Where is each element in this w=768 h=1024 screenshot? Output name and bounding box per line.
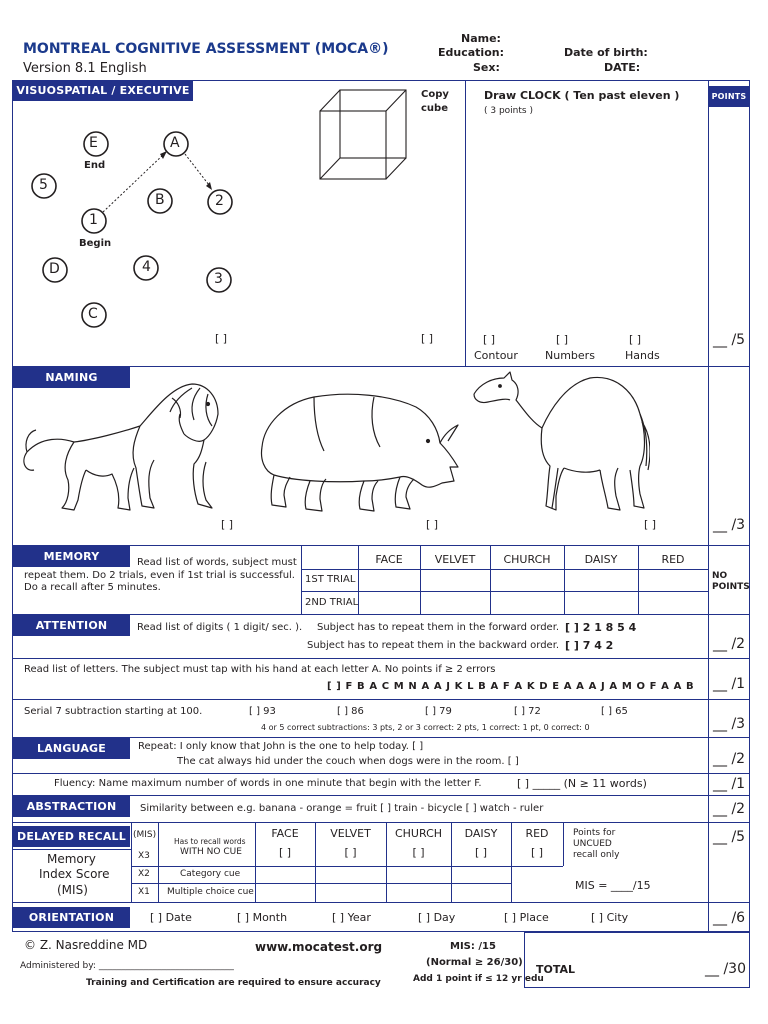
multiplier-x3: X3 bbox=[138, 851, 150, 861]
name-label: Name: bbox=[461, 32, 501, 45]
copy-cube-label: Copy bbox=[421, 89, 449, 100]
rhino-score-box[interactable]: [ ] bbox=[426, 518, 439, 531]
serial-86[interactable]: [ ] 86 bbox=[337, 706, 364, 717]
trail-node-d: D bbox=[49, 261, 60, 277]
serial-79[interactable]: [ ] 79 bbox=[425, 706, 452, 717]
lion-drawing bbox=[22, 380, 222, 516]
letters-score[interactable]: __ /1 bbox=[713, 676, 746, 692]
memory-instruction-2: repeat them. Do 2 trials, even if 1st trial is successful. bbox=[24, 570, 295, 581]
trail-node-3: 3 bbox=[214, 271, 223, 287]
orientation-score[interactable]: __ /6 bbox=[713, 910, 746, 926]
multiple-choice-cue-label: Multiple choice cue bbox=[167, 887, 254, 897]
mis-summary: MIS: /15 bbox=[450, 941, 496, 952]
trail-node-5: 5 bbox=[39, 177, 48, 193]
contour-score-box[interactable]: [ ] bbox=[483, 333, 496, 346]
backward-digits[interactable]: [ ] 7 4 2 bbox=[565, 639, 614, 652]
category-cue-label: Category cue bbox=[180, 869, 241, 879]
clock-instruction: Draw CLOCK ( Ten past eleven ) bbox=[484, 89, 680, 102]
memory-grid bbox=[301, 546, 302, 614]
dob-label: Date of birth: bbox=[564, 46, 648, 59]
education-adjustment: Add 1 point if ≤ 12 yr edu bbox=[413, 974, 544, 984]
recall-box-face[interactable]: [ ] bbox=[278, 846, 292, 859]
rhino-drawing bbox=[254, 385, 464, 517]
numbers-score-box[interactable]: [ ] bbox=[556, 333, 569, 346]
date-label: DATE: bbox=[604, 61, 641, 74]
recall-word-face: FACE bbox=[271, 827, 299, 840]
orientation-day[interactable]: [ ] Day bbox=[418, 911, 456, 924]
forward-instruction: Subject has to repeat them in the forward order. bbox=[317, 622, 560, 633]
digits-score[interactable]: __ /2 bbox=[713, 636, 746, 652]
divider-serial bbox=[12, 699, 750, 700]
fluency-score[interactable]: __ /1 bbox=[713, 776, 746, 792]
trail-making-test bbox=[20, 110, 270, 340]
sex-label: Sex: bbox=[473, 61, 500, 74]
memory-instruction-3: Do a recall after 5 minutes. bbox=[24, 582, 161, 593]
training-notice: Training and Certification are required to ensure accuracy bbox=[86, 978, 381, 988]
points-for-label: Points for bbox=[573, 828, 616, 838]
memory-grid-row bbox=[301, 591, 708, 592]
no-points-label-2: POINTS bbox=[712, 582, 750, 592]
backward-instruction: Subject has to repeat them in the backward order. bbox=[307, 640, 560, 651]
divider-fluency bbox=[12, 773, 750, 774]
serial-score[interactable]: __ /3 bbox=[713, 716, 746, 732]
orientation-tag: ORIENTATION bbox=[13, 907, 130, 928]
recall-grid-row bbox=[131, 866, 563, 867]
divider-recall bbox=[12, 822, 750, 823]
forward-digits[interactable]: [ ] 2 1 8 5 4 bbox=[565, 621, 637, 634]
abstraction-tag: ABSTRACTION bbox=[13, 796, 130, 817]
serial-72[interactable]: [ ] 72 bbox=[514, 706, 541, 717]
cube-drawing bbox=[316, 86, 412, 184]
trial-1-label: 1ST TRIAL bbox=[305, 574, 356, 585]
orientation-year[interactable]: [ ] Year bbox=[332, 911, 371, 924]
trail-node-2: 2 bbox=[215, 193, 224, 209]
trail-score-box[interactable]: [ ] bbox=[215, 332, 228, 345]
clock-divider bbox=[465, 80, 466, 366]
trail-node-4: 4 bbox=[142, 259, 151, 275]
naming-tag: NAMING bbox=[13, 367, 130, 388]
recall-only-label: recall only bbox=[573, 850, 620, 860]
with-no-cue-label: WITH NO CUE bbox=[180, 847, 242, 857]
hands-score-box[interactable]: [ ] bbox=[629, 333, 642, 346]
letters-sequence[interactable]: [ ] F B A C M N A A J K L B A F A K D E A A A J A M O F A A B bbox=[327, 681, 695, 692]
memory-index-label: Memory bbox=[47, 852, 96, 866]
total-label: TOTAL bbox=[536, 963, 576, 976]
recall-box-daisy[interactable]: [ ] bbox=[474, 846, 488, 859]
recall-box-church[interactable]: [ ] bbox=[412, 846, 425, 859]
hands-label: Hands bbox=[625, 349, 660, 362]
trial-2-label: 2ND TRIAL bbox=[305, 597, 359, 608]
orientation-city[interactable]: [ ] City bbox=[591, 911, 629, 924]
recall-word-church: CHURCH bbox=[394, 827, 443, 840]
abstraction-items[interactable]: Similarity between e.g. banana - orange = fruit [ ] train - bicycle [ ] watch - ruler bbox=[140, 803, 544, 814]
multiplier-x1: X1 bbox=[138, 887, 150, 897]
trail-node-c: C bbox=[88, 306, 98, 322]
recall-grid-row bbox=[131, 883, 511, 884]
camel-drawing bbox=[470, 370, 650, 518]
orientation-place[interactable]: [ ] Place bbox=[504, 911, 549, 924]
recall-grid bbox=[131, 822, 132, 902]
camel-score-box[interactable]: [ ] bbox=[644, 518, 657, 531]
clock-points-note: ( 3 points ) bbox=[484, 106, 533, 116]
memory-index-label-2: Index Score bbox=[39, 867, 110, 881]
total-score[interactable]: __ /30 bbox=[705, 961, 746, 977]
attention-tag: ATTENTION bbox=[13, 615, 130, 636]
digits-instruction: Read list of digits ( 1 digit/ sec. ). bbox=[137, 622, 303, 633]
has-to-recall-label: Has to recall words bbox=[174, 837, 246, 846]
trail-node-e: E bbox=[89, 135, 98, 151]
serial-65[interactable]: [ ] 65 bbox=[601, 706, 628, 717]
total-box bbox=[524, 932, 750, 988]
orientation-date[interactable]: [ ] Date bbox=[150, 911, 192, 924]
administered-by-field[interactable]: Administered by: ______________________________ bbox=[20, 961, 234, 971]
website-link[interactable]: www.mocatest.org bbox=[255, 940, 383, 954]
serial-93[interactable]: [ ] 93 bbox=[249, 706, 276, 717]
uncued-label: UNCUED bbox=[573, 839, 612, 849]
lion-score-box[interactable]: [ ] bbox=[221, 518, 234, 531]
memory-word-daisy: DAISY bbox=[584, 553, 618, 566]
contour-label: Contour bbox=[474, 349, 518, 362]
trail-begin-label: Begin bbox=[79, 238, 112, 249]
naming-score[interactable]: __ /3 bbox=[713, 517, 746, 533]
mis-equation[interactable]: MIS = ____/15 bbox=[575, 879, 651, 892]
visuospatial-tag: VISUOSPATIAL / EXECUTIVE bbox=[13, 80, 193, 101]
orientation-month[interactable]: [ ] Month bbox=[237, 911, 288, 924]
points-column-divider bbox=[708, 80, 709, 932]
language-tag: LANGUAGE bbox=[13, 738, 130, 759]
fluency-instruction: Fluency: Name maximum number of words in one minute that begin with the letter F. bbox=[54, 778, 482, 789]
serial-scoring: 4 or 5 correct subtractions: 3 pts, 2 or 3 correct: 2 pts, 1 correct: 1 pt, 0 correct: 0 bbox=[261, 723, 590, 732]
trail-node-b: B bbox=[155, 192, 165, 208]
version-label: Version 8.1 English bbox=[23, 61, 147, 76]
memory-instruction-1: Read list of words, subject must bbox=[137, 557, 297, 568]
memory-word-velvet: VELVET bbox=[434, 553, 476, 566]
recall-box-velvet[interactable]: [ ] bbox=[344, 846, 357, 859]
letters-instruction: Read list of letters. The subject must tap with his hand at each letter A. No points if ≥ 2 errors bbox=[24, 664, 496, 675]
copy-cube-label-2: cube bbox=[421, 103, 448, 114]
fluency-count[interactable]: [ ] _____ (N ≥ 11 words) bbox=[517, 777, 647, 790]
recall-grid-col bbox=[563, 822, 564, 866]
recall-word-daisy: DAISY bbox=[464, 827, 498, 840]
normal-range: (Normal ≥ 26/30) bbox=[426, 957, 523, 968]
recall-word-red: RED bbox=[525, 827, 549, 840]
trail-node-a: A bbox=[170, 135, 180, 151]
trail-end-label: End bbox=[84, 160, 106, 171]
trail-node-1: 1 bbox=[89, 212, 98, 228]
page-title: MONTREAL COGNITIVE ASSESSMENT (MOCA®) bbox=[23, 41, 389, 57]
memory-index-label-3: (MIS) bbox=[57, 883, 88, 897]
memory-word-red: RED bbox=[661, 553, 685, 566]
recall-grid-row bbox=[13, 849, 131, 850]
memory-word-church: CHURCH bbox=[503, 553, 551, 566]
recall-box-red[interactable]: [ ] bbox=[530, 846, 544, 859]
repeat-sentence-1[interactable]: Repeat: I only know that John is the one to help today. [ ] bbox=[138, 741, 424, 752]
divider-letters bbox=[12, 658, 750, 659]
visuospatial-score[interactable]: __ /5 bbox=[713, 332, 746, 348]
memory-tag: MEMORY bbox=[13, 546, 130, 567]
memory-word-face: FACE bbox=[375, 553, 403, 566]
numbers-label: Numbers bbox=[545, 349, 595, 362]
no-points-label: NO bbox=[712, 571, 728, 581]
memory-grid-row bbox=[301, 569, 708, 570]
delayed-recall-tag: DELAYED RECALL bbox=[13, 826, 130, 847]
repeat-sentence-2[interactable]: The cat always hid under the couch when dogs were in the room. [ ] bbox=[177, 756, 519, 767]
recall-score[interactable]: __ /5 bbox=[713, 829, 746, 845]
serial-instruction: Serial 7 subtraction starting at 100. bbox=[24, 706, 203, 717]
recall-grid-col bbox=[158, 822, 159, 902]
education-label: Education: bbox=[438, 46, 504, 59]
abstraction-score[interactable]: __ /2 bbox=[713, 801, 746, 817]
divider-orientation bbox=[12, 902, 750, 903]
points-header: POINTS bbox=[709, 86, 749, 107]
mis-column-label: (MIS) bbox=[133, 830, 157, 840]
cube-score-box[interactable]: [ ] bbox=[421, 332, 434, 345]
repeat-score[interactable]: __ /2 bbox=[713, 751, 746, 767]
copyright-text: © Z. Nasreddine MD bbox=[24, 938, 148, 952]
multiplier-x2: X2 bbox=[138, 869, 150, 879]
recall-word-velvet: VELVET bbox=[330, 827, 371, 840]
